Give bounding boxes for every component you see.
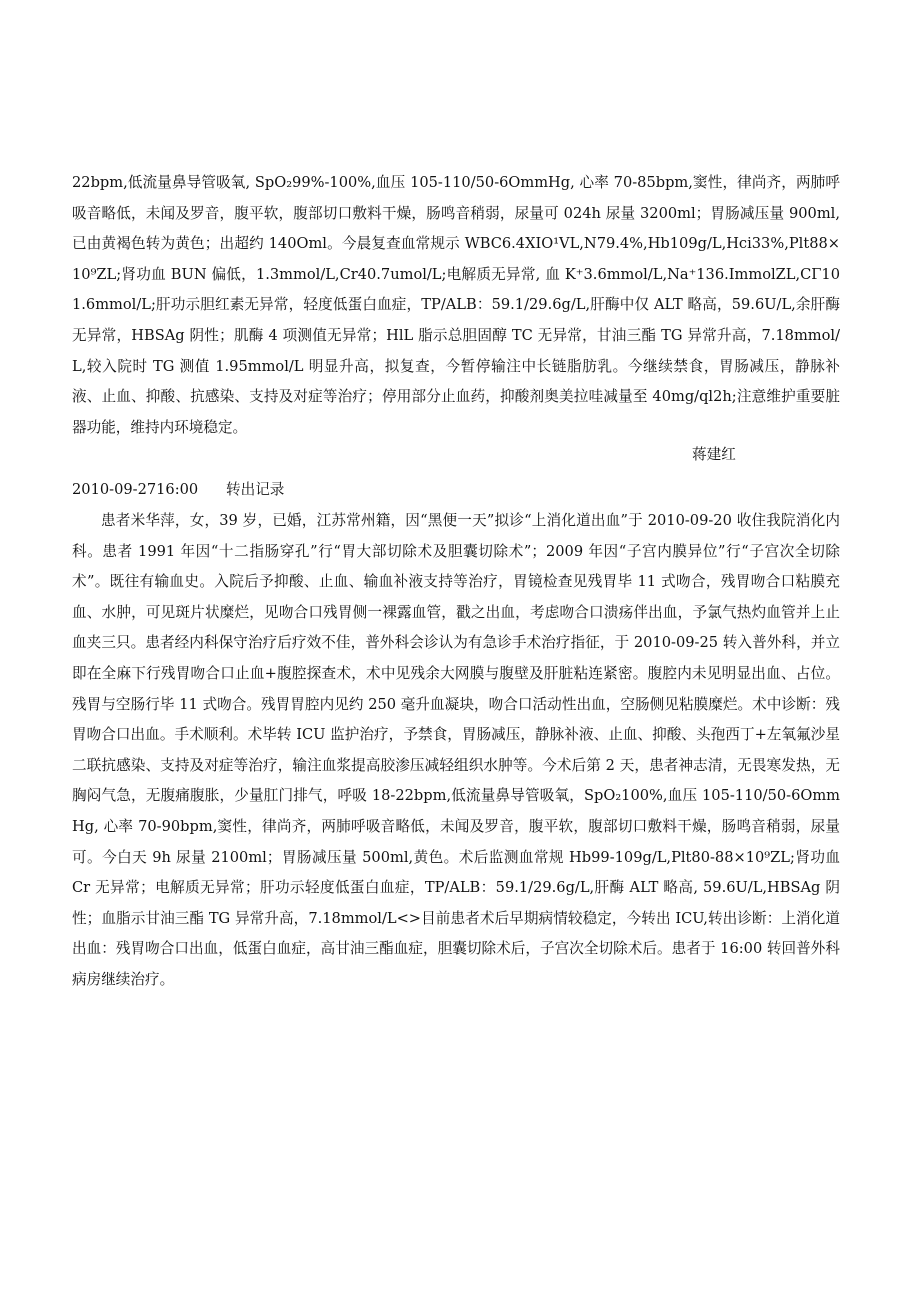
record-title: 转出记录 <box>226 481 285 498</box>
doctor-signature: 蒋建红 <box>692 446 736 463</box>
record-datetime: 2010-09-2716:00 <box>72 481 199 498</box>
transfer-record-heading <box>72 475 284 505</box>
progress-note-paragraph: 22bpm,低流量鼻导管吸氧, SpO₂99%-100%,血压 105-110/50-6OmmHg, 心率 70-85bpm,窦性，律尚齐，两肺呼吸音略低，未闻及罗音，腹平软，腹部切口敷料干燥，肠鸣音稍弱，尿量可 024h 尿量 3200ml；胃肠减压量 900ml,已由黄褐色转为黄色；出超约 140Oml。今晨复查血常规示 WBC6.4XIO¹VL,N79.4%,Hb109g/L,Hci33%,Plt88×10⁹ZL;肾功血 BUN 偏低，1.3mmol/L,Cr40.7umol/L;电解质无异常, 血 K⁺3.6mmol/L,Na⁺136.ImmolZL,CΓ101.6mmol/L;肝功示胆红素无异常，轻度低蛋白血症，TP/ALB：59.1/29.6g/L,肝酶中仅 ALT 略高，59.6U/L,余肝酶无异常，HBSAg 阴性；肌酶 4 项测值无异常；HlL 脂示总胆固醇 TC 无异常，甘油三酯 TG 异常升高，7.18mmol/L,较入院时 TG 测值 1.95mmol/L 明显升高，拟复查，今暂停输注中长链脂肪乳。今继续禁食，胃肠减压，静脉补液、止血、抑酸、抗感染、支持及对症等治疗；停用部分止血药，抑酸剂奥美拉哇减量至 40mg/ql2h;注意维护重要脏器功能，维持内环境稳定。 <box>72 174 840 436</box>
transfer-record-body: 患者米华萍，女，39 岁，已婚，江苏常州籍，因“黑便一天”拟诊“上消化道出血”于 2010-09-20 收住我院消化内科。患者 1991 年因“十二指肠穿孔”行“胃大部切除术及胆囊切除术”；2009 年因“子宫内膜异位”行“子宫次全切除术”。既往有输血史。入院后予抑酸、止血、输血补液支持等治疗，胃镜检查见残胃毕 11 式吻合，残胃吻合口粘膜充血、水肿，可见斑片状糜烂，见吻合口残胃侧一裸露血管，戳之出血，考虑吻合口溃疡伴出血，予氯气热灼血管并上止血夹三只。患者经内科保守治疗后疗效不佳，普外科会诊认为有急诊手术治疗指征，于 2010-09-25 转入普外科，并立即在全麻下行残胃吻合口止血+腹腔探查术，术中见残余大网膜与腹壁及肝脏粘连紧密。腹腔内未见明显出血、占位。残胃与空肠行毕 11 式吻合。残胃胃腔内见约 250 毫升血凝块，吻合口活动性出血，空肠侧见粘膜糜烂。术中诊断：残胃吻合口出血。手术顺利。术毕转 ICU 监护治疗，予禁食，胃肠减压，静脉补液、止血、抑酸、头孢西丁+左氧氟沙星二联抗感染、支持及对症等治疗，输注血浆提高胶渗压减轻组织水肿等。今术后第 2 天，患者神志清，无畏寒发热，无胸闷气急，无腹痛腹胀，少量肛门排气，呼吸 18-22bpm,低流量鼻导管吸氧，SpO₂100%,血压 105-110/50-6OmmHg, 心率 70-90bpm,窦性，律尚齐，两肺呼吸音略低，未闻及罗音，腹平软，腹部切口敷料干燥，肠鸣音稍弱，尿量可。今白天 9h 尿量 2100ml；胃肠减压量 500ml,黄色。术后监测血常规 Hb99-109g/L,Plt80-88×10⁹ZL;肾功血 Cr 无异常；电解质无异常；肝功示轻度低蛋白血症，TP/ALB：59.1/29.6g/L,肝酶 ALT 略高, 59.6U/L,HBSAg 阴性；血脂示甘油三酯 TG 异常升高，7.18mmol/L<>目前患者术后早期病情较稳定，今转出 ICU,转出诊断：上消化道出血：残胃吻合口出血，低蛋白血症，高甘油三酯血症，胆囊切除术后，子宫次全切除术后。患者于 16:00 转回普外科病房继续治疗。 <box>72 512 840 988</box>
